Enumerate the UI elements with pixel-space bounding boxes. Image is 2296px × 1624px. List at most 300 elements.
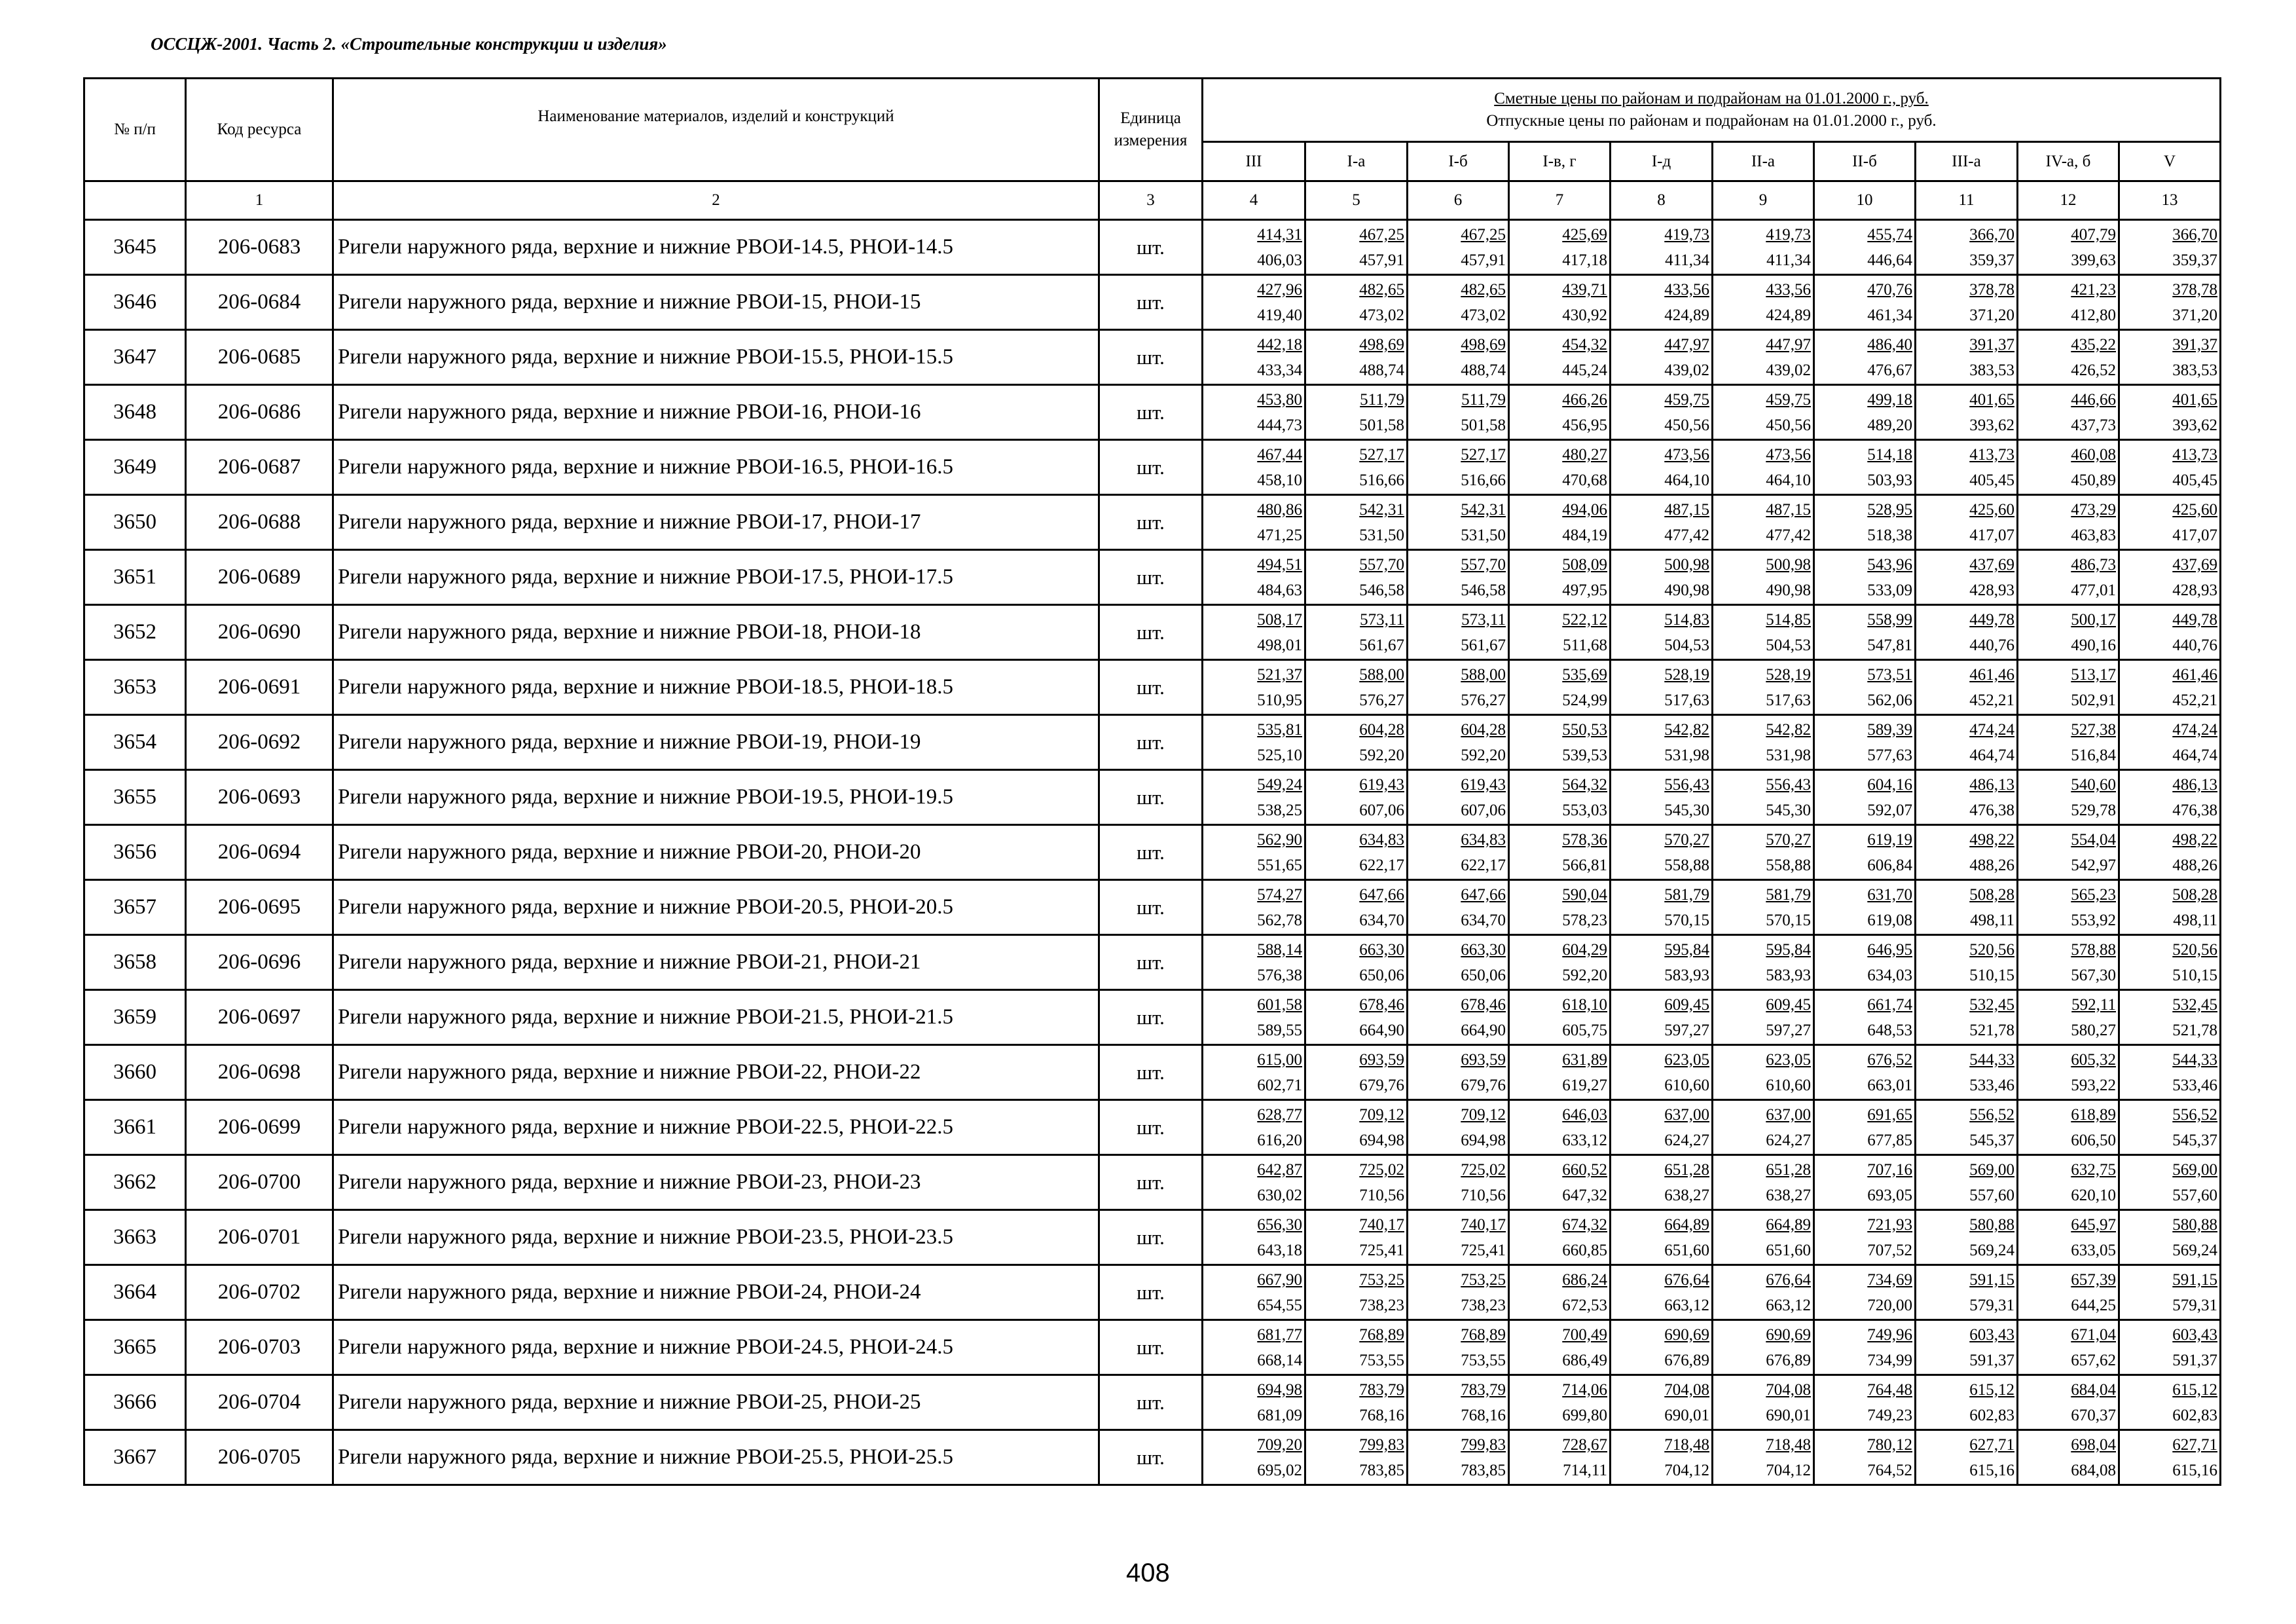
estimated-price: 498,22 bbox=[1969, 830, 2014, 849]
price-cell bbox=[1305, 605, 1408, 660]
release-price: 566,81 bbox=[1562, 856, 1607, 874]
unit: шт. bbox=[1099, 1375, 1203, 1430]
release-price: 533,09 bbox=[1867, 581, 1912, 599]
price-cell bbox=[1203, 1375, 1305, 1430]
price-cell bbox=[1713, 1100, 1814, 1155]
release-price: 610,60 bbox=[1766, 1076, 1811, 1094]
release-price: 488,74 bbox=[1461, 361, 1506, 379]
price-cell bbox=[1408, 1210, 1509, 1265]
estimated-price: 419,73 bbox=[1766, 225, 1811, 244]
estimated-price: 734,69 bbox=[1867, 1270, 1912, 1289]
estimated-price: 414,31 bbox=[1257, 225, 1302, 244]
estimated-price: 657,39 bbox=[2071, 1270, 2116, 1289]
estimated-price: 535,81 bbox=[1257, 720, 1302, 739]
resource-code: 206-0691 bbox=[186, 660, 333, 715]
estimated-price: 674,32 bbox=[1562, 1215, 1607, 1234]
release-price: 430,92 bbox=[1562, 306, 1607, 324]
price-cell bbox=[1916, 770, 2018, 825]
estimated-price: 663,30 bbox=[1461, 940, 1506, 959]
estimated-price: 637,00 bbox=[1766, 1105, 1811, 1124]
resource-code: 206-0690 bbox=[186, 605, 333, 660]
estimated-price: 535,69 bbox=[1562, 665, 1607, 684]
price-cell bbox=[1305, 440, 1408, 495]
resource-code: 206-0695 bbox=[186, 880, 333, 935]
release-price: 597,27 bbox=[1664, 1021, 1709, 1039]
price-cell bbox=[1916, 880, 2018, 935]
price-cell bbox=[1509, 1265, 1611, 1320]
estimated-price: 474,24 bbox=[1969, 720, 2014, 739]
estimated-price: 542,31 bbox=[1359, 500, 1404, 519]
estimated-price: 714,06 bbox=[1562, 1380, 1607, 1399]
release-price: 463,83 bbox=[2071, 526, 2116, 544]
release-price: 557,60 bbox=[2172, 1186, 2218, 1204]
resource-code: 206-0692 bbox=[186, 715, 333, 770]
price-cell bbox=[1509, 1155, 1611, 1210]
price-cell bbox=[1203, 825, 1305, 880]
estimated-price: 514,85 bbox=[1766, 610, 1811, 629]
price-cell bbox=[1713, 1210, 1814, 1265]
price-cell bbox=[1713, 880, 1814, 935]
table-row bbox=[84, 1100, 2221, 1155]
row-number: 3646 bbox=[84, 275, 186, 330]
release-price: 558,88 bbox=[1766, 856, 1811, 874]
release-price: 607,06 bbox=[1461, 801, 1506, 819]
release-price: 533,46 bbox=[1969, 1076, 2014, 1094]
release-price: 518,38 bbox=[1867, 526, 1912, 544]
price-cell bbox=[1916, 1155, 2018, 1210]
release-price: 470,68 bbox=[1562, 471, 1607, 489]
release-price: 633,12 bbox=[1562, 1131, 1607, 1149]
release-price: 734,99 bbox=[1867, 1351, 1912, 1369]
price-cell bbox=[1713, 605, 1814, 660]
price-cell bbox=[2018, 935, 2119, 990]
price-cell bbox=[2018, 550, 2119, 605]
price-cell bbox=[1305, 385, 1408, 440]
price-cell bbox=[1509, 660, 1611, 715]
unit: шт. bbox=[1099, 1320, 1203, 1375]
estimated-price: 528,19 bbox=[1664, 665, 1709, 684]
table-row bbox=[84, 660, 2221, 715]
price-cell bbox=[1916, 715, 2018, 770]
table-row bbox=[84, 825, 2221, 880]
resource-code: 206-0698 bbox=[186, 1045, 333, 1100]
estimated-price: 437,69 bbox=[1969, 555, 2014, 574]
release-price: 783,85 bbox=[1461, 1461, 1506, 1479]
estimated-price: 709,12 bbox=[1461, 1105, 1506, 1124]
estimated-price: 632,75 bbox=[2071, 1160, 2116, 1179]
item-name: Ригели наружного ряда, верхние и нижние РВОИ-14.5, РНОИ-14.5 bbox=[333, 220, 1099, 275]
price-cell bbox=[1611, 770, 1713, 825]
estimated-price: 595,84 bbox=[1766, 940, 1811, 959]
estimated-price: 543,96 bbox=[1867, 555, 1912, 574]
release-price: 457,91 bbox=[1359, 251, 1404, 269]
price-cell bbox=[2119, 550, 2221, 605]
unit: шт. bbox=[1099, 770, 1203, 825]
price-cell bbox=[1916, 220, 2018, 275]
unit: шт. bbox=[1099, 715, 1203, 770]
price-cell bbox=[1916, 1265, 2018, 1320]
release-price: 620,10 bbox=[2071, 1186, 2116, 1204]
estimated-price: 522,12 bbox=[1562, 610, 1607, 629]
release-price: 545,37 bbox=[1969, 1131, 2014, 1149]
release-price: 664,90 bbox=[1461, 1021, 1506, 1039]
price-cell bbox=[2018, 1210, 2119, 1265]
price-cell bbox=[1408, 1265, 1509, 1320]
resource-code: 206-0699 bbox=[186, 1100, 333, 1155]
estimated-price: 467,44 bbox=[1257, 445, 1302, 464]
price-cell bbox=[2018, 1265, 2119, 1320]
column-number: 6 bbox=[1408, 181, 1509, 220]
release-price: 558,88 bbox=[1664, 856, 1709, 874]
price-cell bbox=[2018, 1375, 2119, 1430]
estimated-price: 661,74 bbox=[1867, 995, 1912, 1014]
item-name: Ригели наружного ряда, верхние и нижние РВОИ-18, РНОИ-18 bbox=[333, 605, 1099, 660]
region-header: I-б bbox=[1408, 142, 1509, 181]
estimated-price: 690,69 bbox=[1664, 1325, 1709, 1344]
row-number: 3664 bbox=[84, 1265, 186, 1320]
price-cell bbox=[1814, 770, 1916, 825]
release-price: 488,26 bbox=[2172, 856, 2218, 874]
estimated-price: 482,65 bbox=[1359, 280, 1404, 299]
row-number: 3659 bbox=[84, 990, 186, 1045]
estimated-price: 446,66 bbox=[2071, 390, 2116, 409]
price-cell bbox=[1713, 1045, 1814, 1100]
estimated-price: 646,95 bbox=[1867, 940, 1912, 959]
release-price: 501,58 bbox=[1359, 416, 1404, 434]
release-price: 490,98 bbox=[1664, 581, 1709, 599]
item-name: Ригели наружного ряда, верхние и нижние РВОИ-24, РНОИ-24 bbox=[333, 1265, 1099, 1320]
release-price: 393,62 bbox=[1969, 416, 2014, 434]
estimated-price: 419,73 bbox=[1664, 225, 1709, 244]
estimated-price: 494,51 bbox=[1257, 555, 1302, 574]
estimated-price: 391,37 bbox=[1969, 335, 2014, 354]
item-name: Ригели наружного ряда, верхние и нижние РВОИ-24.5, РНОИ-24.5 bbox=[333, 1320, 1099, 1375]
price-cell bbox=[1408, 550, 1509, 605]
resource-code: 206-0702 bbox=[186, 1265, 333, 1320]
release-price: 473,02 bbox=[1359, 306, 1404, 324]
row-number: 3657 bbox=[84, 880, 186, 935]
price-cell bbox=[1814, 990, 1916, 1045]
estimated-price: 556,43 bbox=[1766, 775, 1811, 794]
region-header: II-а bbox=[1713, 142, 1814, 181]
item-name: Ригели наружного ряда, верхние и нижние РВОИ-21, РНОИ-21 bbox=[333, 935, 1099, 990]
release-price: 638,27 bbox=[1664, 1186, 1709, 1204]
release-price: 704,12 bbox=[1766, 1461, 1811, 1479]
price-cell bbox=[1611, 495, 1713, 550]
price-cell bbox=[1814, 495, 1916, 550]
price-cell bbox=[1203, 495, 1305, 550]
estimated-price: 634,83 bbox=[1461, 830, 1506, 849]
release-price: 424,89 bbox=[1664, 306, 1709, 324]
release-price: 504,53 bbox=[1766, 636, 1811, 654]
price-cell bbox=[1408, 1430, 1509, 1485]
price-cell bbox=[2018, 660, 2119, 715]
estimated-price: 623,05 bbox=[1766, 1050, 1811, 1069]
release-price: 644,25 bbox=[2071, 1296, 2116, 1314]
price-cell bbox=[1713, 385, 1814, 440]
price-cell bbox=[2018, 990, 2119, 1045]
region-header: I-д bbox=[1611, 142, 1713, 181]
price-cell bbox=[2119, 990, 2221, 1045]
estimated-price: 550,53 bbox=[1562, 720, 1607, 739]
column-number: 4 bbox=[1203, 181, 1305, 220]
unit: шт. bbox=[1099, 1430, 1203, 1485]
release-price: 383,53 bbox=[1969, 361, 2014, 379]
release-price: 690,01 bbox=[1664, 1406, 1709, 1424]
estimated-price: 473,29 bbox=[2071, 500, 2116, 519]
price-cell bbox=[2119, 880, 2221, 935]
item-name: Ригели наружного ряда, верхние и нижние РВОИ-21.5, РНОИ-21.5 bbox=[333, 990, 1099, 1045]
release-price: 768,16 bbox=[1359, 1406, 1404, 1424]
release-price: 654,55 bbox=[1257, 1296, 1302, 1314]
price-cell bbox=[1203, 385, 1305, 440]
estimated-price: 615,12 bbox=[1969, 1380, 2014, 1399]
release-price: 676,89 bbox=[1766, 1351, 1811, 1369]
release-price: 602,83 bbox=[1969, 1406, 2014, 1424]
estimated-price: 433,56 bbox=[1664, 280, 1709, 299]
price-cell bbox=[1916, 605, 2018, 660]
price-cell bbox=[1814, 935, 1916, 990]
estimated-price: 589,39 bbox=[1867, 720, 1912, 739]
release-price: 707,52 bbox=[1867, 1241, 1912, 1259]
price-cell bbox=[1916, 495, 2018, 550]
estimated-price: 619,19 bbox=[1867, 830, 1912, 849]
price-cell bbox=[1814, 1265, 1916, 1320]
estimated-price: 542,82 bbox=[1766, 720, 1811, 739]
release-price: 417,07 bbox=[2172, 526, 2218, 544]
release-price: 440,76 bbox=[2172, 636, 2218, 654]
release-price: 567,30 bbox=[2071, 966, 2116, 984]
release-price: 569,24 bbox=[2172, 1241, 2218, 1259]
price-cell bbox=[1408, 1375, 1509, 1430]
release-price: 679,76 bbox=[1359, 1076, 1404, 1094]
price-cell bbox=[1509, 1375, 1611, 1430]
row-number: 3667 bbox=[84, 1430, 186, 1485]
release-price: 694,98 bbox=[1461, 1131, 1506, 1149]
resource-code: 206-0696 bbox=[186, 935, 333, 990]
price-cell bbox=[1408, 660, 1509, 715]
price-cell bbox=[2018, 1100, 2119, 1155]
release-price: 456,95 bbox=[1562, 416, 1607, 434]
price-cell bbox=[1916, 330, 2018, 385]
unit: шт. bbox=[1099, 660, 1203, 715]
release-price: 561,67 bbox=[1461, 636, 1506, 654]
release-price: 503,93 bbox=[1867, 471, 1912, 489]
estimated-price: 542,31 bbox=[1461, 500, 1506, 519]
page-number: 408 bbox=[1126, 1559, 1170, 1587]
estimated-price: 498,69 bbox=[1359, 335, 1404, 354]
release-price: 490,98 bbox=[1766, 581, 1811, 599]
price-cell bbox=[1203, 1210, 1305, 1265]
release-price: 511,68 bbox=[1563, 636, 1607, 654]
release-price: 477,42 bbox=[1664, 526, 1709, 544]
release-price: 738,23 bbox=[1461, 1296, 1506, 1314]
estimated-price: 407,79 bbox=[2071, 225, 2116, 244]
estimated-price: 498,69 bbox=[1461, 335, 1506, 354]
release-price: 531,50 bbox=[1359, 526, 1404, 544]
region-header: IV-а, б bbox=[2018, 142, 2119, 181]
release-price: 651,60 bbox=[1664, 1241, 1709, 1259]
release-price: 577,63 bbox=[1867, 746, 1912, 764]
estimated-price: 573,51 bbox=[1867, 665, 1912, 684]
price-cell bbox=[1203, 605, 1305, 660]
release-price: 606,50 bbox=[2071, 1131, 2116, 1149]
release-price: 562,78 bbox=[1257, 911, 1302, 929]
release-price: 589,55 bbox=[1257, 1021, 1302, 1039]
price-cell bbox=[1814, 385, 1916, 440]
estimated-price: 542,82 bbox=[1664, 720, 1709, 739]
estimated-price: 447,97 bbox=[1766, 335, 1811, 354]
row-number: 3656 bbox=[84, 825, 186, 880]
release-price: 504,53 bbox=[1664, 636, 1709, 654]
estimated-price: 486,13 bbox=[2172, 775, 2218, 794]
release-price: 464,10 bbox=[1664, 471, 1709, 489]
release-price: 660,85 bbox=[1562, 1241, 1607, 1259]
table-row bbox=[84, 770, 2221, 825]
price-cell bbox=[1611, 220, 1713, 275]
release-price: 446,64 bbox=[1867, 251, 1912, 269]
price-cell bbox=[2119, 385, 2221, 440]
price-cell bbox=[1611, 715, 1713, 770]
price-cell bbox=[1814, 660, 1916, 715]
release-price: 710,56 bbox=[1359, 1186, 1404, 1204]
release-price: 428,93 bbox=[1969, 581, 2014, 599]
row-number: 3650 bbox=[84, 495, 186, 550]
price-cell bbox=[1509, 275, 1611, 330]
price-cell bbox=[1509, 770, 1611, 825]
price-cell bbox=[1408, 770, 1509, 825]
price-cell bbox=[1203, 990, 1305, 1045]
price-cell bbox=[1509, 1430, 1611, 1485]
unit: шт. bbox=[1099, 880, 1203, 935]
table-row bbox=[84, 440, 2221, 495]
price-cell bbox=[1611, 385, 1713, 440]
price-cell bbox=[1916, 660, 2018, 715]
release-price: 531,50 bbox=[1461, 526, 1506, 544]
unit: шт. bbox=[1099, 1210, 1203, 1265]
estimated-price: 615,12 bbox=[2172, 1380, 2218, 1399]
release-price: 516,84 bbox=[2071, 746, 2116, 764]
price-cell bbox=[1203, 1155, 1305, 1210]
price-cell bbox=[1713, 440, 1814, 495]
estimated-price: 676,64 bbox=[1766, 1270, 1811, 1289]
release-price: 521,78 bbox=[1969, 1021, 2014, 1039]
price-cell bbox=[2018, 1155, 2119, 1210]
release-price: 457,91 bbox=[1461, 251, 1506, 269]
price-cell bbox=[1713, 275, 1814, 330]
release-price: 725,41 bbox=[1461, 1241, 1506, 1259]
resource-code: 206-0694 bbox=[186, 825, 333, 880]
estimated-price: 642,87 bbox=[1257, 1160, 1302, 1179]
estimated-price: 528,19 bbox=[1766, 665, 1811, 684]
release-price: 562,06 bbox=[1867, 691, 1912, 709]
price-cell bbox=[1509, 880, 1611, 935]
release-price: 634,70 bbox=[1359, 911, 1404, 929]
price-cell bbox=[1611, 605, 1713, 660]
release-price: 439,02 bbox=[1664, 361, 1709, 379]
region-header: III-а bbox=[1916, 142, 2018, 181]
price-cell bbox=[1408, 825, 1509, 880]
release-price: 498,01 bbox=[1257, 636, 1302, 654]
estimated-price: 647,66 bbox=[1359, 885, 1404, 904]
table-row bbox=[84, 1430, 2221, 1485]
region-header: II-б bbox=[1814, 142, 1916, 181]
price-cell bbox=[1509, 605, 1611, 660]
price-cell bbox=[1713, 220, 1814, 275]
estimated-price: 508,09 bbox=[1562, 555, 1607, 574]
price-cell bbox=[1814, 605, 1916, 660]
release-price: 542,97 bbox=[2071, 856, 2116, 874]
price-cell bbox=[1713, 1375, 1814, 1430]
price-cell bbox=[1611, 880, 1713, 935]
price-cell bbox=[1509, 825, 1611, 880]
price-cell bbox=[2018, 275, 2119, 330]
estimated-price: 499,18 bbox=[1867, 390, 1912, 409]
release-price: 464,10 bbox=[1766, 471, 1811, 489]
unit: шт. bbox=[1099, 825, 1203, 880]
table-row bbox=[84, 715, 2221, 770]
price-cell bbox=[1408, 385, 1509, 440]
estimated-price: 554,04 bbox=[2071, 830, 2116, 849]
table-row bbox=[84, 1155, 2221, 1210]
release-price: 591,37 bbox=[1969, 1351, 2014, 1369]
row-number: 3663 bbox=[84, 1210, 186, 1265]
estimated-price: 425,60 bbox=[2172, 500, 2218, 519]
row-number: 3661 bbox=[84, 1100, 186, 1155]
price-cell bbox=[1814, 1155, 1916, 1210]
estimated-price: 556,52 bbox=[2172, 1105, 2218, 1124]
price-cell bbox=[1814, 440, 1916, 495]
row-number: 3655 bbox=[84, 770, 186, 825]
table-body bbox=[84, 220, 2221, 1485]
estimated-price: 514,18 bbox=[1867, 445, 1912, 464]
estimated-price: 459,75 bbox=[1664, 390, 1709, 409]
price-cell bbox=[2119, 1210, 2221, 1265]
estimated-price: 656,30 bbox=[1257, 1215, 1302, 1234]
resource-code: 206-0685 bbox=[186, 330, 333, 385]
price-cell bbox=[1611, 935, 1713, 990]
price-cell bbox=[1509, 440, 1611, 495]
price-cell bbox=[2119, 440, 2221, 495]
price-cell bbox=[1203, 935, 1305, 990]
estimated-price: 425,69 bbox=[1562, 225, 1607, 244]
estimated-price: 573,11 bbox=[1461, 610, 1506, 629]
release-price: 651,60 bbox=[1766, 1241, 1811, 1259]
estimated-price: 413,73 bbox=[1969, 445, 2014, 464]
price-cell bbox=[1408, 935, 1509, 990]
release-price: 783,85 bbox=[1359, 1461, 1404, 1479]
release-price: 437,73 bbox=[2071, 416, 2116, 434]
estimated-price: 694,98 bbox=[1257, 1380, 1302, 1399]
estimated-price: 366,70 bbox=[1969, 225, 2014, 244]
estimated-price: 618,89 bbox=[2071, 1105, 2116, 1124]
release-price: 461,34 bbox=[1867, 306, 1912, 324]
price-cell bbox=[1203, 660, 1305, 715]
release-price: 502,91 bbox=[2071, 691, 2116, 709]
release-price: 686,49 bbox=[1562, 1351, 1607, 1369]
release-price: 606,84 bbox=[1867, 856, 1912, 874]
price-cell bbox=[1203, 1430, 1305, 1485]
price-cell bbox=[1509, 330, 1611, 385]
estimated-price: 667,90 bbox=[1257, 1270, 1302, 1289]
estimated-price: 447,97 bbox=[1664, 335, 1709, 354]
estimated-price: 768,89 bbox=[1359, 1325, 1404, 1344]
estimated-price: 508,28 bbox=[2172, 885, 2218, 904]
price-cell bbox=[1713, 495, 1814, 550]
estimated-price: 467,25 bbox=[1461, 225, 1506, 244]
estimated-price: 619,43 bbox=[1461, 775, 1506, 794]
estimated-price: 570,27 bbox=[1664, 830, 1709, 849]
